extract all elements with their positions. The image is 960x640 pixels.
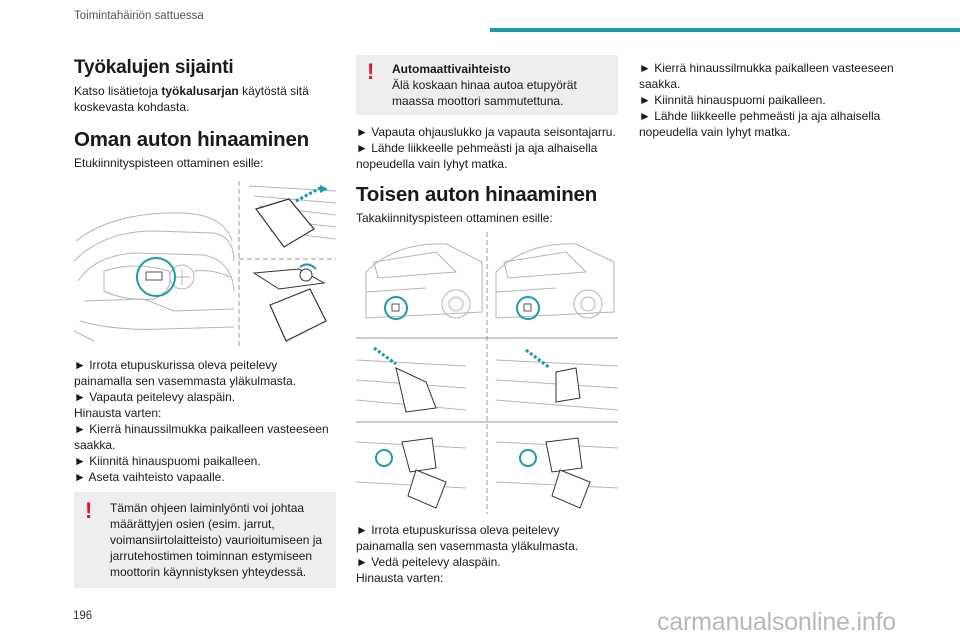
front-step: ► Kiinnitä hinauspuomi paikalleen. (74, 454, 261, 468)
rear-tow-point-illustration (356, 232, 618, 514)
tools-text-pre: Katso lisätietoja (74, 84, 162, 98)
release-step: ► Lähde liikkeelle pehmeästi ja aja alhaisella nopeudella vain lyhyt matka. (356, 141, 598, 171)
front-step: Hinausta varten: (74, 406, 162, 420)
rear-steps-list (356, 522, 618, 586)
heading-tow-other-car: Toisen auton hinaaminen (356, 183, 598, 206)
front-step: ► Vapauta peitelevy alaspäin. (74, 390, 236, 404)
release-step: ► Vapauta ohjauslukko ja vapauta seisontajarru. (356, 125, 616, 139)
rear-car-drawing (356, 232, 618, 514)
rear-step: ► Irrota etupuskurissa oleva peitelevy painamalla sen vasemmasta yläkulmasta. (356, 523, 579, 553)
release-steps-list (356, 124, 618, 172)
warning-box-automatic (356, 55, 618, 115)
watermark: carmanualsonline.info (657, 608, 897, 636)
column-3 (639, 60, 901, 140)
column-2 (356, 55, 618, 586)
warning-exclamation-icon: ! (367, 59, 375, 84)
tools-link-text: työkalusarjan (161, 84, 239, 98)
heading-tow-own-car: Oman auton hinaaminen (74, 128, 309, 151)
column-1 (74, 56, 336, 588)
front-step: ► Irrota etupuskurissa oleva peitelevy painamalla sen vasemmasta yläkulmasta. (74, 358, 297, 388)
heading-tools-location: Työkalujen sijainti (74, 57, 234, 78)
front-step: ► Aseta vaihteisto vapaalle. (74, 470, 225, 484)
rear-step: Hinausta varten: (356, 571, 444, 585)
rear-point-intro: Takakiinnityspisteen ottaminen esille: (356, 211, 553, 225)
front-car-drawing (74, 181, 336, 349)
page-number: 196 (73, 610, 93, 622)
header-accent-bar (490, 28, 960, 32)
warning-exclamation-icon: ! (85, 498, 93, 523)
warning-text: Tämän ohjeen laiminlyönti voi johtaa määrättyjen osien (esim. jarrut, voimansiirtolaitteisto) vaurioitumiseen ja jarrutehostimen toiminnan estymiseen moottorin käynnistyksen yhteydessä. (110, 501, 323, 579)
towing-step: ► Lähde liikkeelle pehmeästi ja aja alhaisella nopeudella vain lyhyt matka. (639, 109, 881, 139)
warning-box-maintenance (74, 492, 336, 588)
rear-step: ► Vedä peitelevy alaspäin. (356, 555, 501, 569)
automatic-text: Älä koskaan hinaa autoa etupyörät maassa moottori sammutettuna. (392, 78, 577, 108)
automatic-title: Automaattivaihteisto (392, 62, 511, 76)
tools-paragraph (74, 83, 336, 115)
front-step: ► Kierrä hinaussilmukka paikalleen vasteeseen saakka. (74, 422, 329, 452)
front-steps-list (74, 357, 336, 485)
front-point-intro: Etukiinnityspisteen ottaminen esille: (74, 156, 264, 170)
tools-text-post: käytöstä sitä koskevasta kohdasta. (74, 84, 309, 114)
front-tow-point-illustration (74, 181, 336, 349)
towing-step: ► Kierrä hinaussilmukka paikalleen vasteeseen saakka. (639, 61, 894, 91)
towing-step: ► Kiinnitä hinauspuomi paikalleen. (639, 93, 826, 107)
running-header: Toimintahäiriön sattuessa (74, 10, 204, 22)
